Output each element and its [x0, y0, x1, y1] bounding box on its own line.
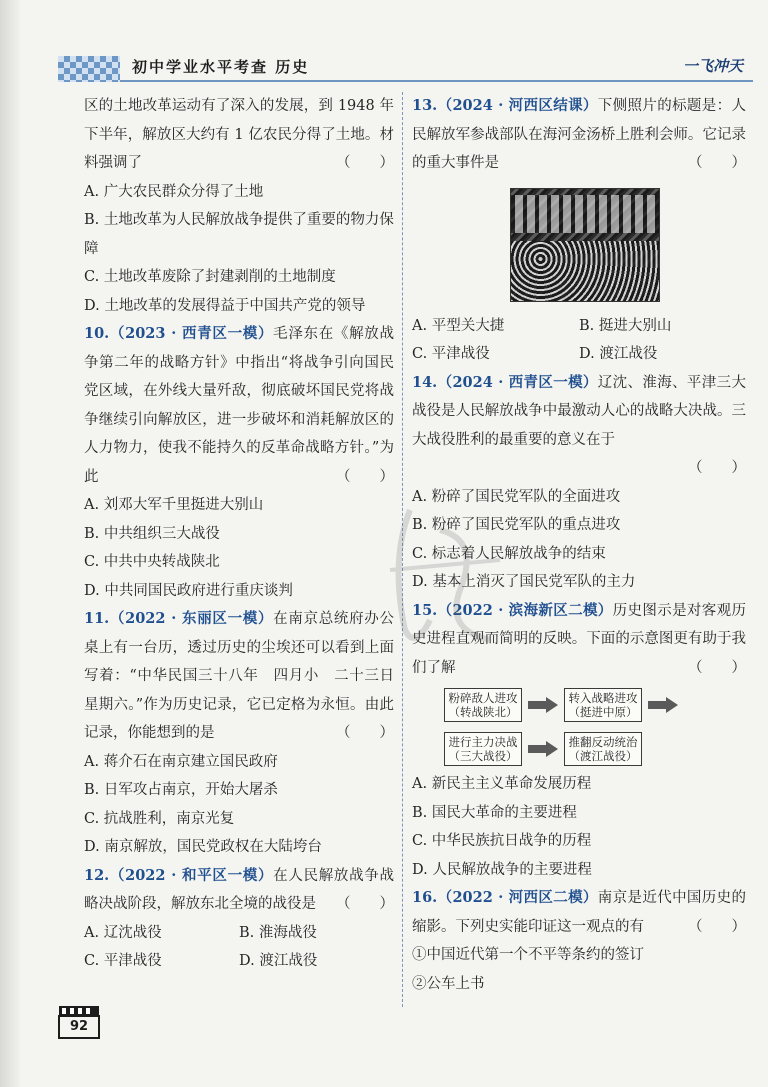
question-source: （2023 · 西青区一模） — [109, 325, 274, 342]
option-a: A. 广大农民群众分得了土地 — [84, 183, 264, 200]
option-a: A. 蒋介石在南京建立国民政府 — [84, 753, 278, 770]
question-9-continuation — [84, 92, 394, 178]
diagram-box-2 — [564, 688, 642, 722]
option-d: D. 南京解放，国民党政权在大陆垮台 — [84, 839, 322, 855]
option-c: C. 平津战役 — [84, 953, 162, 969]
page-binding-edge — [0, 0, 20, 1087]
list-item: ②公车上书 — [412, 975, 485, 992]
question-number: 13. — [412, 97, 438, 114]
option-b: B. 日军攻占南京，开始大屠杀 — [84, 782, 278, 798]
question-number: 10. — [84, 325, 110, 342]
option-a: A. 辽沈战役 — [84, 924, 162, 941]
option-d: D. 基本上消灭了国民党军队的主力 — [412, 574, 636, 590]
question-14 — [412, 369, 746, 455]
question-number: 15. — [412, 601, 438, 619]
answer-paren: （ ） — [336, 468, 394, 485]
question-source: （2022 · 东丽区一模） — [109, 610, 274, 627]
question-stem: 毛泽东在《解放战争第二年的战略方针》中指出“将战争引向国民党区域，在外线大量歼敌，彻底破坏国民党将战争继续引向解放区，进一步破坏和消耗解放区的人力物力，使我不能持久的反革命战略方针。”为此 — [84, 326, 394, 485]
option-b: B. 国民大革命的主要进程 — [412, 804, 577, 821]
diagram-box-4-line2: （渡江战役） — [568, 749, 638, 763]
question-stem: 在人民解放战争战略决战阶段，解放东北全境的战役是 — [84, 867, 394, 912]
diagram-box-2-line2: （挺进中原） — [568, 705, 638, 719]
answer-paren: （ ） — [688, 460, 746, 476]
question-stem: 辽沈、淮海、平津三大战役是人民解放战争中最激动人心的战略大决战。三大战役胜利的最重要的意义在于 — [412, 374, 746, 448]
question-source: （2022 · 河西区二模） — [437, 889, 598, 906]
answer-paren: （ ） — [688, 659, 746, 676]
option-d: D. 中共同国民政府进行重庆谈判 — [84, 582, 293, 599]
right-arrow-icon — [648, 697, 678, 713]
question-stem: 在南京总统府办公桌上有一台历，透过历史的尘埃还可以看到上面写着：“中华民国三十八年 四月小 二十三日 星期六。”作为历史记录，它已定格为永恒。由此记录，你能想到的是 — [84, 611, 409, 741]
question-number: 11. — [84, 610, 110, 627]
question-10 — [84, 320, 394, 491]
options-row-ab — [412, 312, 746, 341]
answer-paren: （ ） — [336, 896, 394, 912]
header-title: 初中学业水平考查 历史 — [132, 58, 310, 76]
question-16 — [412, 884, 746, 941]
option-b: B. 土地改革为人民解放战争提供了重要的物力保障 — [84, 212, 394, 257]
answer-paren: （ ） — [336, 155, 394, 171]
diagram-box-3-line1: 进行主力决战 — [448, 735, 518, 749]
question-source: （2022 · 滨海新区二模） — [437, 601, 613, 619]
right-arrow-icon — [528, 697, 558, 713]
options-row-cd — [84, 947, 394, 976]
diagram-box-1-line1: 粉碎敌人进攻 — [448, 691, 518, 705]
answer-paren: （ ） — [336, 725, 394, 741]
option-b: B. 中共组织三大战役 — [84, 525, 220, 542]
right-arrow-icon — [528, 741, 558, 757]
option-a: A. 刘邓大军千里挺进大别山 — [84, 497, 264, 513]
option-c: C. 标志着人民解放战争的结束 — [412, 545, 606, 562]
diagram-box-1-line2: （转战陕北） — [448, 705, 518, 719]
option-d: D. 渡江战役 — [239, 953, 318, 969]
question-9-stem: 区的土地改革运动有了深入的发展，到 1948 年下半年，解放区大约有 1 亿农民分得了土地。材料强调了 — [84, 98, 394, 171]
photo-crowd — [511, 241, 659, 301]
photo-bridge-truss — [511, 195, 659, 233]
option-d: D. 渡江战役 — [579, 346, 658, 362]
option-c: C. 中华民族抗日战争的历程 — [412, 833, 592, 849]
diagram-box-4-line1: 推翻反动统治 — [568, 735, 638, 749]
diagram-box-3-line2: （三大战役） — [448, 749, 518, 763]
diagram-box-2-line1: 转入战略进攻 — [568, 691, 638, 705]
page-header — [58, 50, 753, 86]
option-a: A. 平型关大捷 — [412, 317, 505, 334]
answer-paren-line — [412, 454, 746, 483]
option-d: D. 土地改革的发展得益于中国共产党的领导 — [84, 297, 366, 314]
option-c: C. 抗战胜利，南京光复 — [84, 810, 235, 827]
diagram-box-4 — [564, 732, 642, 766]
answer-paren: （ ） — [688, 918, 746, 935]
option-b: B. 淮海战役 — [239, 924, 317, 941]
options-row-ab — [84, 919, 394, 948]
options-row-cd — [412, 340, 746, 369]
question-number: 16. — [412, 889, 438, 906]
war-progress-diagram — [444, 688, 714, 766]
option-a: A. 粉碎了国民党军队的全面进攻 — [412, 488, 621, 505]
question-stem: 下侧照片的标题是：人民解放军参战部队在海河金汤桥上胜利会师。它记录的重大事件是 — [412, 98, 746, 171]
option-b: B. 粉碎了国民党军队的重点进攻 — [412, 517, 621, 533]
option-b: B. 挺进大别山 — [579, 317, 672, 334]
page-number-badge — [58, 1005, 100, 1039]
header-rule — [120, 80, 753, 82]
left-column — [84, 92, 409, 976]
option-c: C. 中共中央转战陕北 — [84, 554, 220, 570]
header-checker-decoration — [58, 56, 120, 82]
question-13 — [412, 92, 746, 178]
question-11 — [84, 605, 409, 748]
answer-paren: （ ） — [688, 155, 746, 171]
question-source: （2024 · 西青区一模） — [437, 373, 598, 391]
question-stem: 历史图示是对客观历史进程直观而简明的反映。下面的示意图更有助于我们了解 — [412, 602, 747, 676]
question-12 — [84, 862, 394, 919]
list-item: ①中国近代第一个不平等条约的签订 — [412, 947, 644, 963]
diagram-box-1 — [444, 688, 522, 722]
question-source: （2024 · 河西区结课） — [437, 97, 598, 114]
question-number: 12. — [84, 866, 110, 884]
option-a: A. 新民主主义革命发展历程 — [412, 776, 592, 792]
page-number: 92 — [69, 1019, 89, 1034]
bridge-victory-photo — [510, 188, 660, 302]
brand-logo: 一飞冲天 — [682, 57, 743, 75]
option-d: D. 人民解放战争的主要进程 — [412, 861, 592, 878]
question-number: 14. — [412, 373, 438, 391]
publisher-watermark-icon — [370, 500, 520, 660]
question-source: （2022 · 和平区一模） — [109, 866, 274, 884]
option-c: C. 平津战役 — [412, 346, 490, 362]
question-stem: 南京是近代中国历史的缩影。下列史实能印证这一观点的有 — [412, 890, 746, 935]
diagram-box-3 — [444, 732, 522, 766]
option-c: C. 土地改革废除了封建剥削的土地制度 — [84, 269, 336, 285]
